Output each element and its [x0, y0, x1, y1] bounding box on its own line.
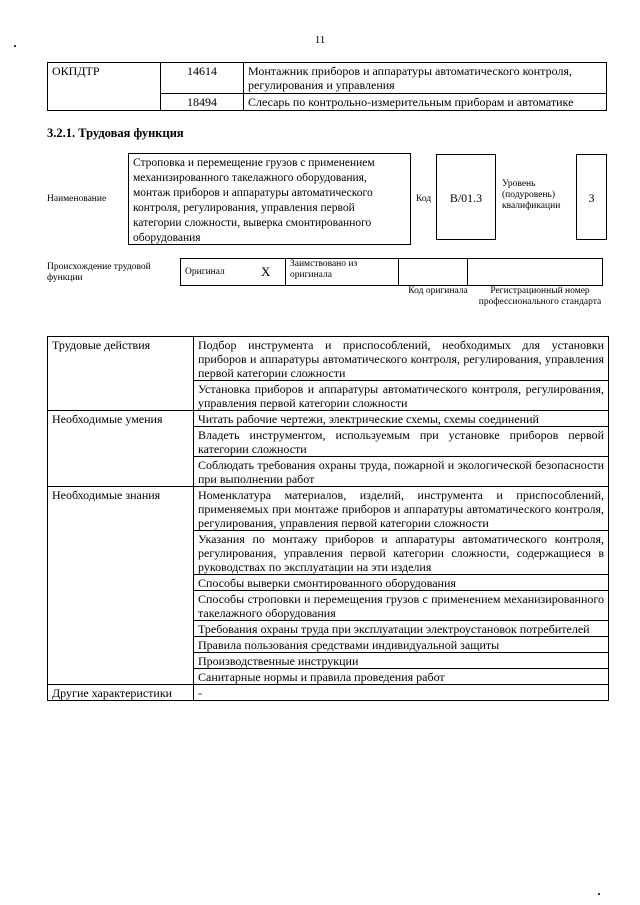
table-row [48, 685, 609, 701]
function-name-label: Наименование [47, 194, 107, 204]
category-labor-actions: Трудовые действия [48, 337, 194, 411]
scan-speck [598, 893, 600, 895]
okpdtr-code: 14614 [161, 63, 244, 94]
okpdtr-row [48, 63, 607, 94]
table-row [48, 487, 609, 531]
list-item: Соблюдать требования охраны труда, пожарной и экологической безопасности при выполнении работ [194, 457, 609, 487]
function-name: Строповка и перемещение грузов с применением механизированного такелажного оборудования, монтаж приборов и аппаратуры автоматического контроля, регулирования, управления первой категории сложности, выверка смонтированного оборудования [128, 153, 411, 245]
original-code-caption: Код оригинала [408, 286, 468, 296]
labor-function-table [47, 336, 609, 701]
original-label: Оригинал [181, 259, 258, 286]
list-item: Указания по монтажу приборов и аппаратуры автоматического контроля, регулирования, управления первой категории сложности, содержащиеся в руководствах по эксплуатации на эти изделия [194, 531, 609, 575]
table-row [48, 411, 609, 427]
okpdtr-label: ОКПДТР [48, 63, 161, 111]
category-required-knowledge: Необходимые знания [48, 487, 194, 685]
function-code-label: Код [416, 194, 432, 204]
list-item: Способы строповки и перемещения грузов с применением механизированного такелажного оборудования [194, 591, 609, 621]
qualification-level: 3 [576, 154, 607, 240]
list-item: Номенклатура материалов, изделий, инструмента и приспособлений, применяемых при монтаже приборов и аппаратуры автоматического контроля, регулирования, управления первой категории сложности [194, 487, 609, 531]
okpdtr-table [47, 62, 607, 111]
list-item: Правила пользования средствами индивидуальной защиты [194, 637, 609, 653]
okpdtr-name: Монтажник приборов и аппаратуры автоматического контроля, регулирования и управления [244, 63, 607, 94]
borrowed-label: Заимствовано из оригинала [286, 259, 399, 286]
list-item: Способы выверки смонтированного оборудования [194, 575, 609, 591]
okpdtr-name: Слесарь по контрольно-измерительным приборам и автоматике [244, 94, 607, 111]
original-mark: X [257, 259, 286, 286]
list-item: Производственные инструкции [194, 653, 609, 669]
qualification-level-label: Уровень (подуровень) квалификации [502, 179, 561, 211]
okpdtr-code: 18494 [161, 94, 244, 111]
function-code: B/01.3 [436, 154, 496, 240]
list-item: Подбор инструмента и приспособлений, необходимых для установки приборов и аппаратуры автоматического контроля, регулирования, управления первой категории сложности [194, 337, 609, 381]
list-item: Владеть инструментом, используемым при установке приборов первой категории сложности [194, 427, 609, 457]
origin-row [181, 259, 603, 286]
table-row [48, 337, 609, 381]
list-item: Санитарные нормы и правила проведения работ [194, 669, 609, 685]
page-number: 11 [314, 34, 326, 46]
section-title: 3.2.1. Трудовая функция [47, 126, 184, 140]
list-item: Читать рабочие чертежи, электрические схемы, схемы соединений [194, 411, 609, 427]
origin-label: Происхождение трудовой функции [47, 262, 151, 283]
origin-table [180, 258, 603, 286]
list-item: Требования охраны труда при эксплуатации электроустановок потребителей [194, 621, 609, 637]
registration-number-cell [468, 259, 603, 286]
list-item: - [194, 685, 609, 701]
registration-number-caption: Регистрационный номер профессионального стандарта [478, 286, 602, 307]
category-required-skills: Необходимые умения [48, 411, 194, 487]
original-code-cell [399, 259, 468, 286]
scan-speck [14, 45, 16, 47]
category-other-characteristics: Другие характеристики [48, 685, 194, 701]
list-item: Установка приборов и аппаратуры автоматического контроля, регулирования, управления первой категории сложности [194, 381, 609, 411]
